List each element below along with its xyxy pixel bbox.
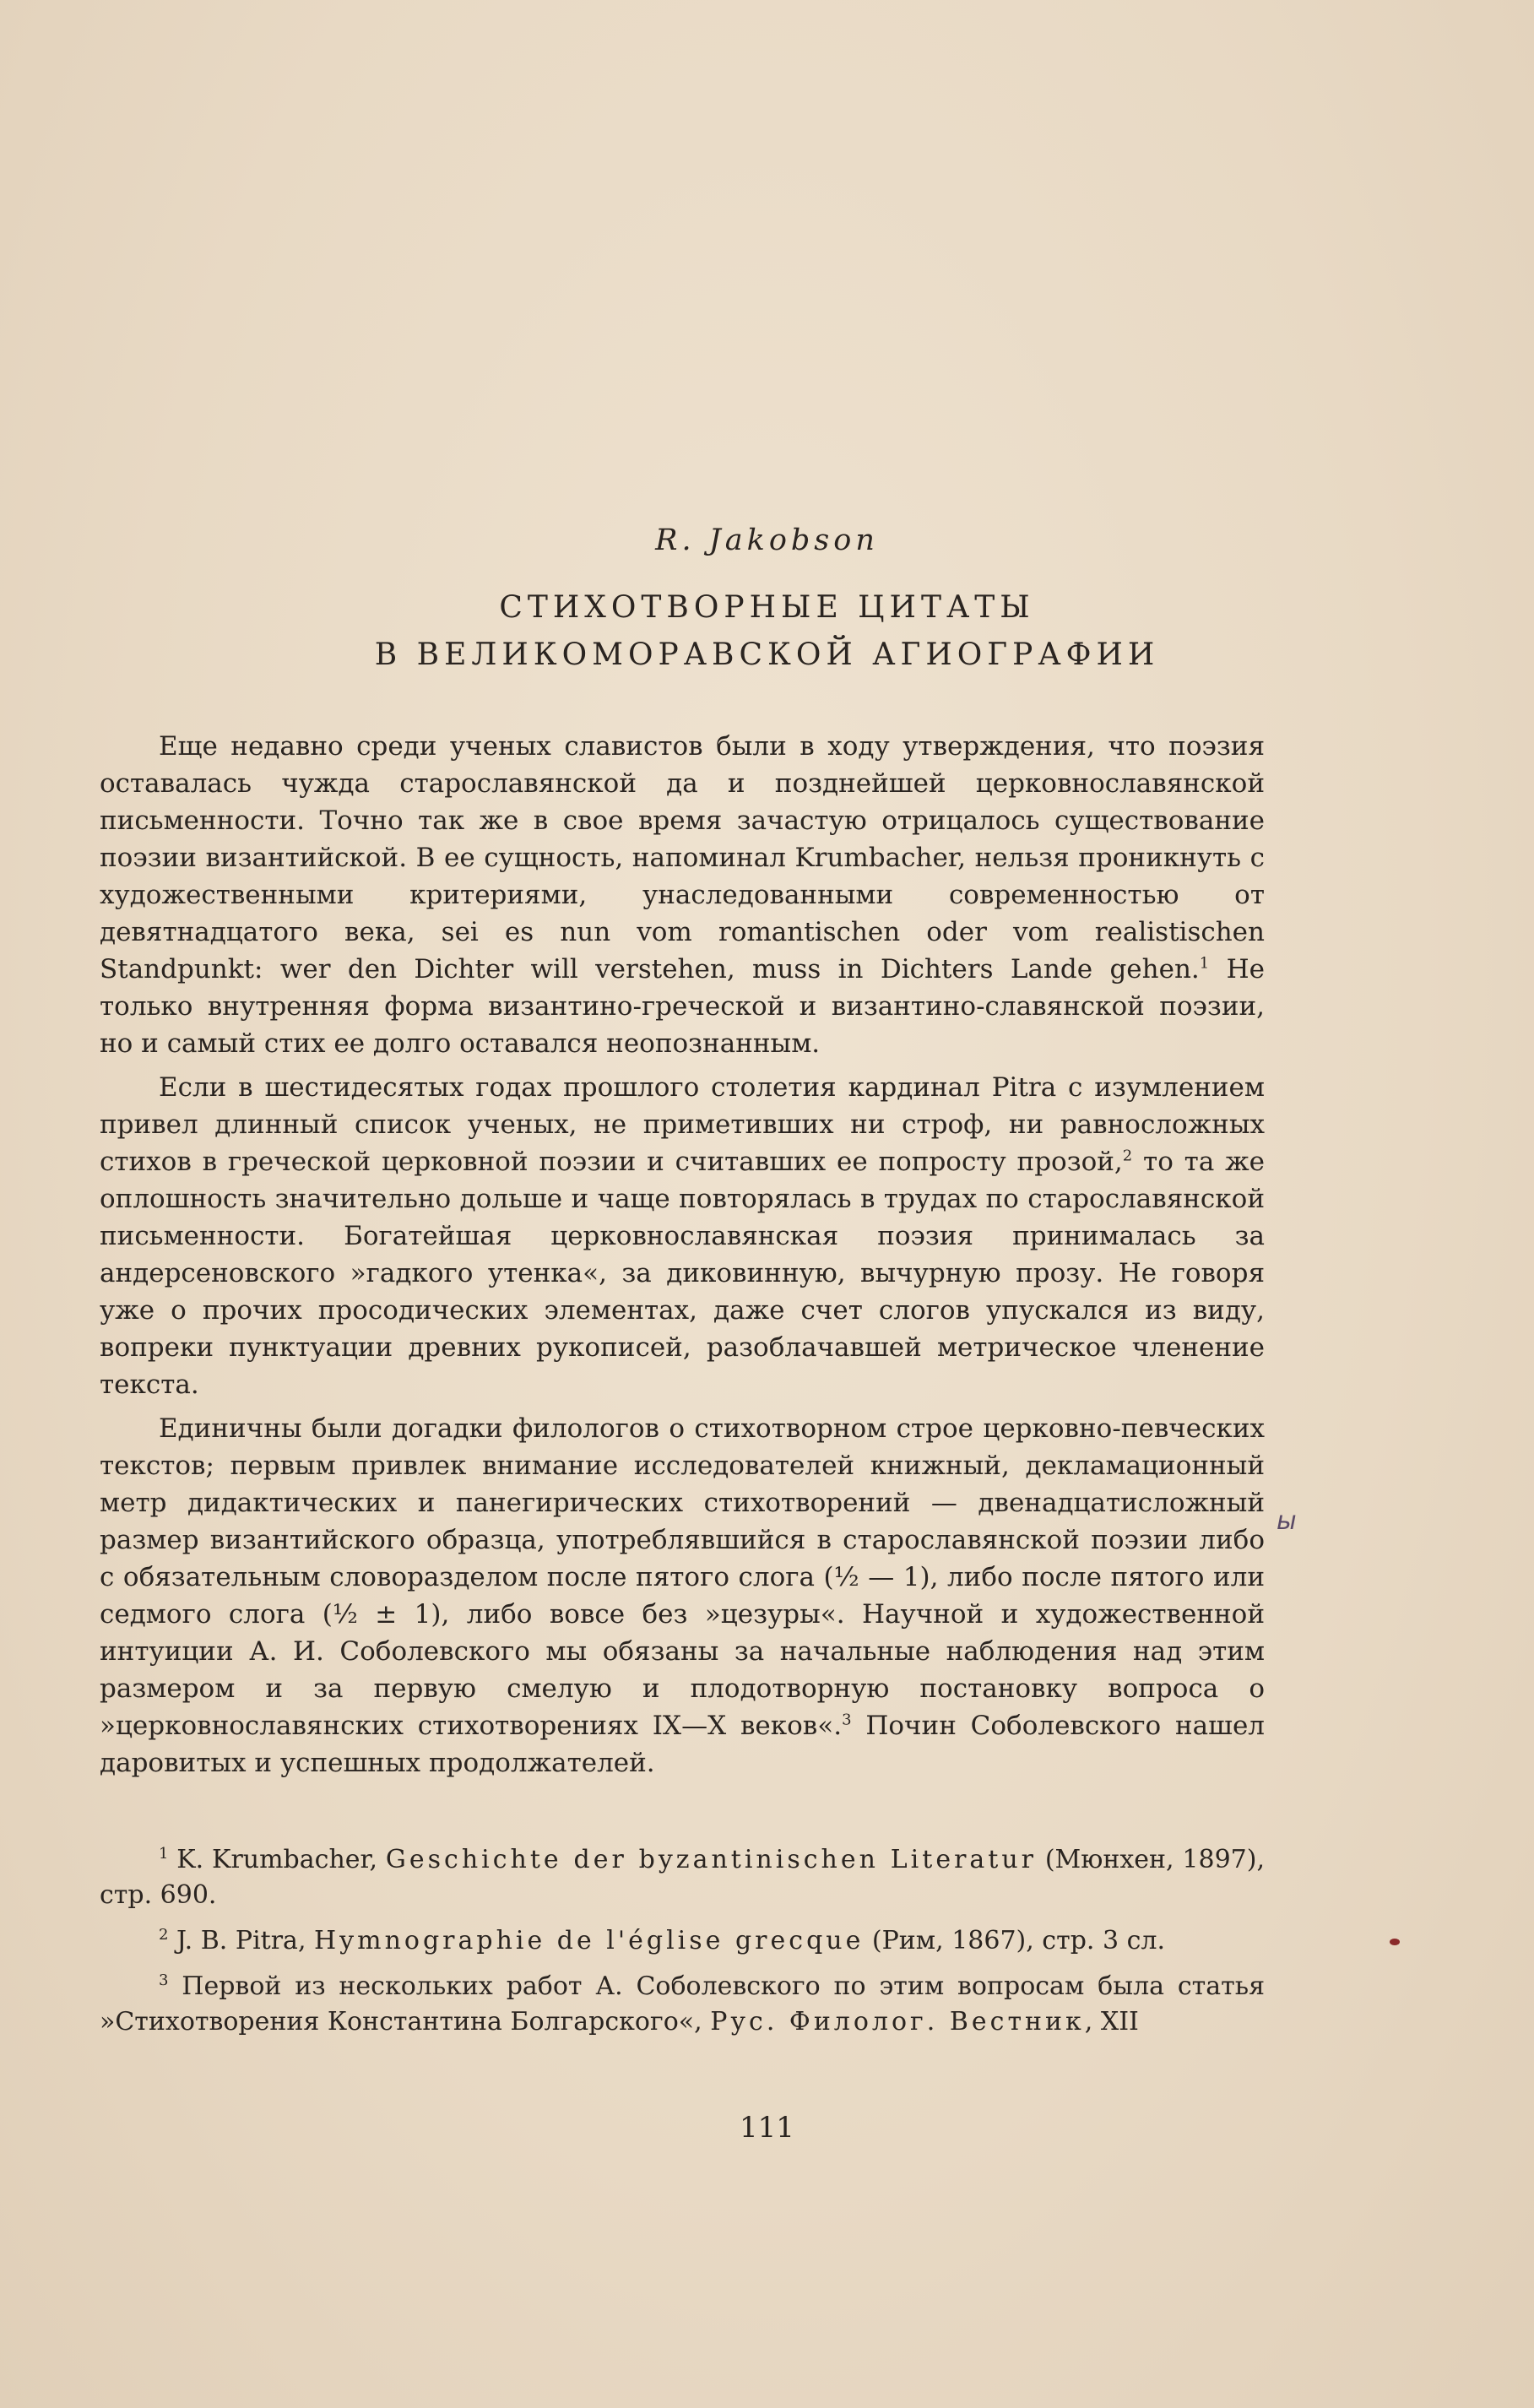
article-body: [100, 728, 1265, 1788]
page-number: 111: [740, 2111, 794, 2145]
footnote-3-details: , XII: [1084, 2007, 1139, 2036]
paragraph-2-tail: то та же оплошность значительно дольше и чаще повторялась в трудах по старославянской письменности. Богатейшая церковнославянская поэзия принималась за андерсеновского »гадкого утенка«, за диковинную, вычурную прозу. Не говоря уже о прочих просодических элементах, даже счет слогов упускался из виду, вопреки пунктуации древних рукописей, разоблачавшей метрическое членение текста.: [100, 1147, 1265, 1400]
footnote-2-author: J. B. Pitra,: [168, 1926, 315, 1955]
footnotes: [100, 1842, 1265, 2050]
footnote-1-work: Geschichte der byzantinischen Literatur: [385, 1845, 1038, 1874]
handwritten-margin-note: ы: [1277, 1506, 1297, 1536]
footnote-ref-3: 3: [842, 1711, 852, 1729]
article-title: [0, 584, 1534, 679]
paragraph-2-text: Если в шестидесятых годах прошлого столетия кардинал Pitra с изумлением привел длинный список ученых, не приметивших ни строф, ни равносложных стихов в греческой церковной поэзии и считавших ее попросту прозой,: [100, 1072, 1265, 1177]
paragraph-2: [100, 1069, 1265, 1403]
ink-spot: [1390, 1939, 1400, 1945]
footnote-2: [100, 1923, 1265, 1959]
footnote-1: [100, 1842, 1265, 1913]
author-name: R. Jakobson: [655, 523, 879, 557]
footnote-ref-1: 1: [1199, 954, 1210, 973]
footnote-3-text: Первой из нескольких работ А. Соболевского по этим вопросам была статья »Стихотворения Константина Болгарского«,: [100, 1971, 1265, 2036]
footnote-1-number: 1: [159, 1845, 169, 1863]
title-line-1: СТИХОТВОРНЫЕ ЦИТАТЫ: [499, 590, 1035, 625]
paragraph-1-text: Еще недавно среди ученых славистов были в ходу утверждения, что поэзия оставалась чужда старославянской да и позднейшей церковнославянской письменности. Точно так же в свое время зачастую отрицалось существование поэзии византийской. В ее сущность, напоминал Krumbacher, нельзя проникнуть с художественными критериями, унаследованными современностью от девятнадцатого века, sei es nun vom romantischen oder vom realistischen Standpunkt: wer den Dichter will verstehen, muss in Dichters Lande gehen.: [100, 731, 1265, 984]
footnote-2-number: 2: [159, 1926, 169, 1944]
paragraph-3-text: Единичны были догадки филологов о стихотворном строе церковно-певческих текстов; первым привлек внимание исследователей книжный, декламационный метр дидактических и панегирических стихотворений — двенадцатисложный размер византийского образца, употреблявшийся в старославянской поэзии либо с обязательным словоразделом после пятого слога (½ — 1), либо после пятого или седмого слога (½ ± 1), либо вовсе без »цезуры«. Научной и художественной интуиции А. И. Соболевского мы обязаны за начальные наблюдения над этим размером и за первую смелую и плодотворную постановку вопроса о »церковнославянских стихотворениях IX—X веков«.: [100, 1413, 1265, 1741]
footnote-3-journal: Рус. Филолог. Вестник: [710, 2007, 1085, 2036]
paragraph-3-tail: Почин Соболевского нашел даровитых и успешных продолжателей.: [100, 1711, 1265, 1778]
footnote-3-number: 3: [159, 1971, 169, 1989]
footnote-1-author: K. Krumbacher,: [168, 1845, 386, 1874]
footnote-3: [100, 1969, 1265, 2040]
paragraph-3: [100, 1410, 1265, 1782]
paragraph-1: [100, 728, 1265, 1062]
footnote-2-details: (Рим, 1867), стр. 3 сл.: [864, 1926, 1166, 1955]
title-line-2: В ВЕЛИКОМОРАВСКОЙ АГИОГРАФИИ: [374, 637, 1160, 672]
footnote-2-work: Hymnographie de l'église grecque: [314, 1926, 865, 1955]
footnote-1-details: (Мюнхен, 1897), стр. 690.: [100, 1845, 1265, 1910]
paragraph-1-tail: Не только внутренняя форма византино-греческой и византино-славянской поэзии, но и самый стих ее долго оставался неопознанным.: [100, 954, 1266, 1059]
footnote-ref-2: 2: [1122, 1147, 1133, 1165]
